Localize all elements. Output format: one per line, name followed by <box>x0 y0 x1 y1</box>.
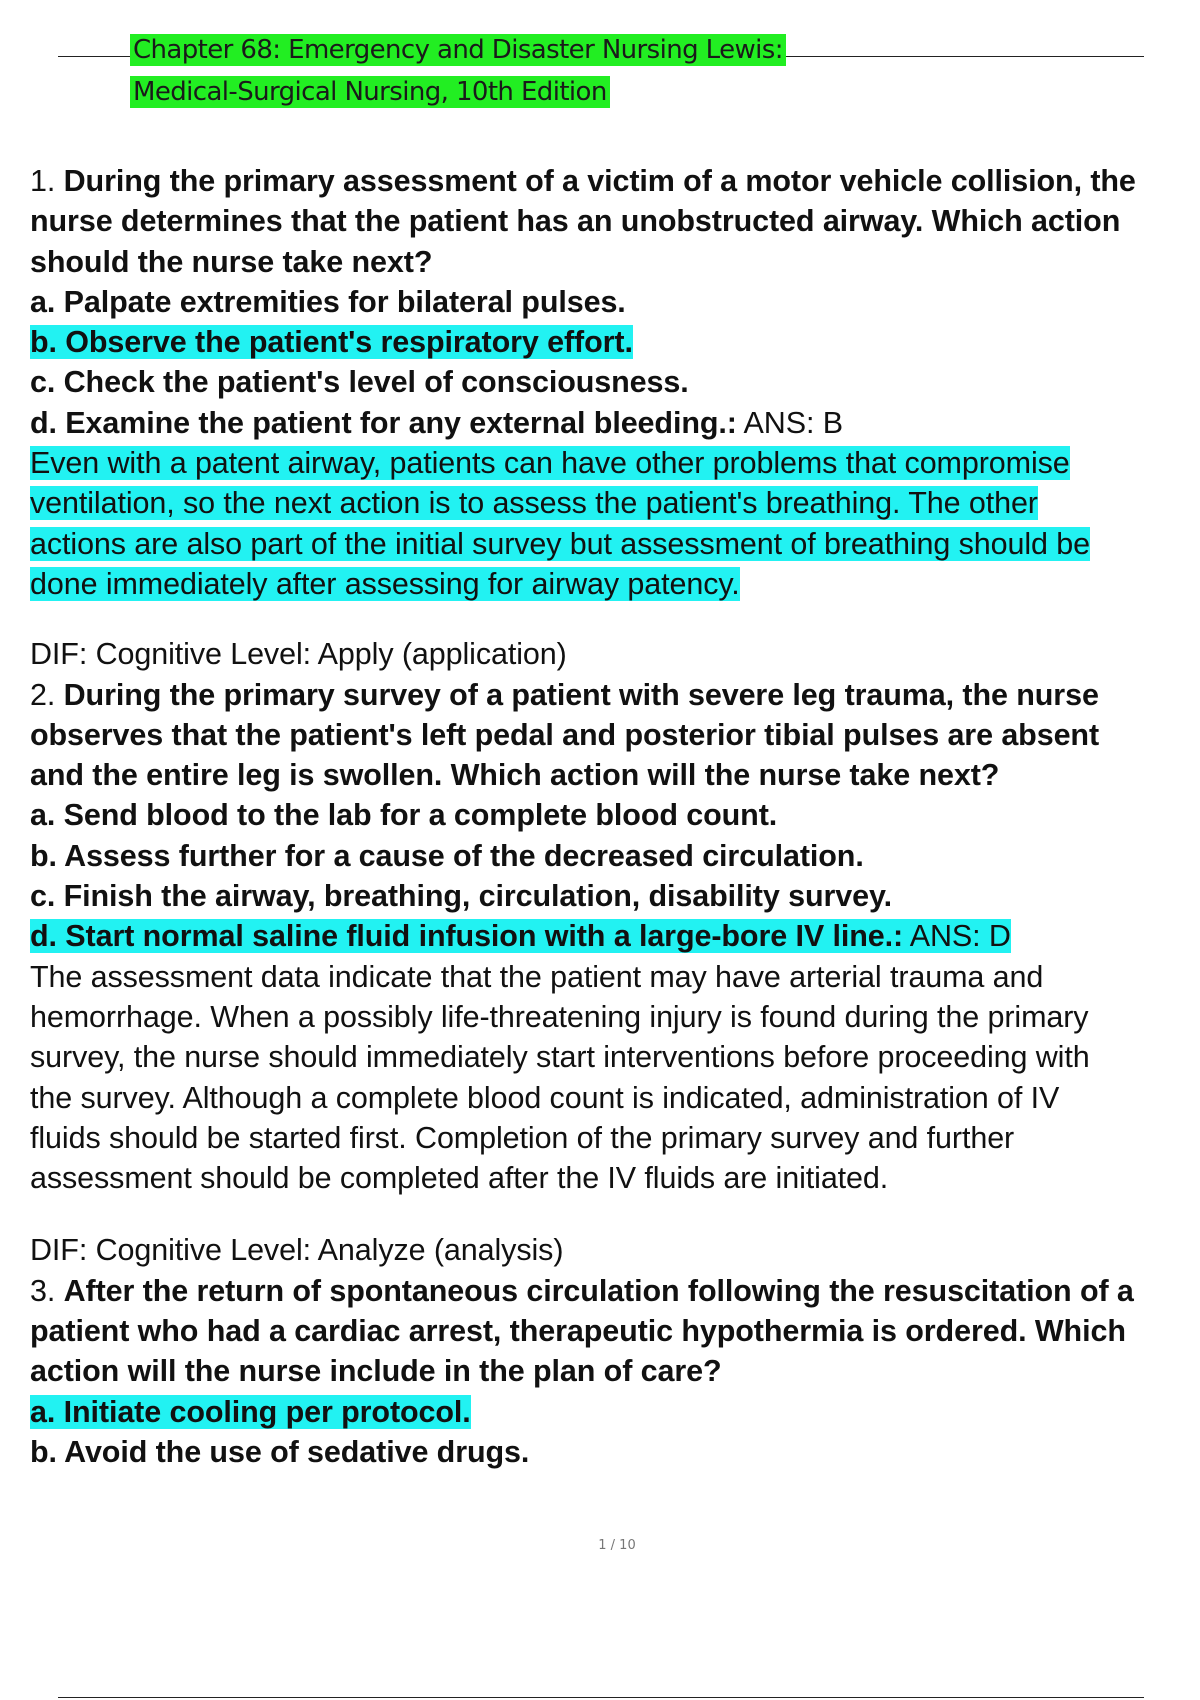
q2-rationale-2: hemorrhage. When a possibly life-threatening injury is found during the primary <box>30 999 1089 1034</box>
q2-difficulty: DIF: Cognitive Level: Analyze (analysis) <box>30 1233 564 1268</box>
q2-answer: ANS: D <box>909 919 1011 954</box>
q1-rationale-4: done immediately after assessing for airway patency. <box>30 566 740 601</box>
q3-number: 3. <box>30 1273 56 1308</box>
q1-stem-line-2: nurse determines that the patient has an unobstructed airway. Which action <box>30 204 1121 239</box>
q1-option-b-correct: b. Observe the patient's respiratory effort. <box>30 325 633 360</box>
q2-option-c: c. Finish the airway, breathing, circulation, disability survey. <box>30 879 892 914</box>
q3-option-b: b. Avoid the use of sedative drugs. <box>30 1434 530 1469</box>
chapter-title-line-2: Medical-Surgical Nursing, 10th Edition <box>130 76 610 108</box>
q2-option-d: d. Start normal saline fluid infusion with a large-bore IV line.: <box>30 919 904 954</box>
q1-rationale-2: ventilation, so the next action is to assess the patient's breathing. The other <box>30 486 1038 521</box>
question-content <box>30 161 1200 1472</box>
q1-option-d-line <box>30 403 1200 443</box>
q2-rationale-3: survey, the nurse should immediately start interventions before proceeding with <box>30 1040 1090 1075</box>
q1-rationale-1: Even with a patent airway, patients can have other problems that compromise <box>30 446 1070 481</box>
chapter-title-line-1: Chapter 68: Emergency and Disaster Nursing Lewis: <box>130 34 786 66</box>
q2-rationale-5: fluids should be started first. Completion of the primary survey and further <box>30 1120 1015 1155</box>
q1-stem-line-3: should the nurse take next? <box>30 244 433 279</box>
q3-stem-line-2: patient who had a cardiac arrest, therapeutic hypothermia is ordered. Which <box>30 1314 1126 1349</box>
q1-difficulty: DIF: Cognitive Level: Apply (application) <box>30 637 567 672</box>
q1-option-c: c. Check the patient's level of consciousness. <box>30 365 689 400</box>
q2-option-b: b. Assess further for a cause of the decreased circulation. <box>30 838 864 873</box>
q1-answer: ANS: B <box>743 405 843 440</box>
q2-stem-line-2: observes that the patient's left pedal and posterior tibial pulses are absent <box>30 717 1100 752</box>
page-number: 1 / 10 <box>598 1538 636 1553</box>
q2-option-d-correct-wrap <box>30 919 1011 953</box>
q1-number: 1. <box>30 164 56 198</box>
q2-stem-line-1 <box>30 675 1200 715</box>
q1-option-a: a. Palpate extremities for bilateral pulses. <box>30 284 626 319</box>
q3-stem-line-3: action will the nurse include in the plan of care? <box>30 1354 722 1389</box>
q2-stem-line-3: and the entire leg is swollen. Which action will the nurse take next? <box>30 758 1000 793</box>
q1-rationale-3: actions are also part of the initial survey but assessment of breathing should be <box>30 526 1091 561</box>
q2-stem-1: During the primary survey of a patient with severe leg trauma, the nurse <box>63 677 1099 712</box>
q1-stem-1: During the primary assessment of a victim of a motor vehicle collision, the <box>63 164 1136 198</box>
q2-rationale-4: the survey. Although a complete blood count is indicated, administration of IV <box>30 1080 1060 1115</box>
q2-rationale-1: The assessment data indicate that the patient may have arterial trauma and <box>30 959 1044 994</box>
q1-option-d: d. Examine the patient for any external bleeding.: <box>30 405 737 440</box>
q3-option-a-correct: a. Initiate cooling per protocol. <box>30 1394 471 1429</box>
q3-stem-1: After the return of spontaneous circulation following the resuscitation of a <box>63 1273 1134 1308</box>
footer-rule <box>58 1697 1144 1698</box>
q2-option-a: a. Send blood to the lab for a complete blood count. <box>30 798 778 833</box>
q2-rationale-6: assessment should be completed after the IV fluids are initiated. <box>30 1161 889 1196</box>
q1-stem-line-1 <box>30 161 1200 201</box>
q2-number: 2. <box>30 677 56 712</box>
q3-stem-line-1 <box>30 1271 1200 1311</box>
